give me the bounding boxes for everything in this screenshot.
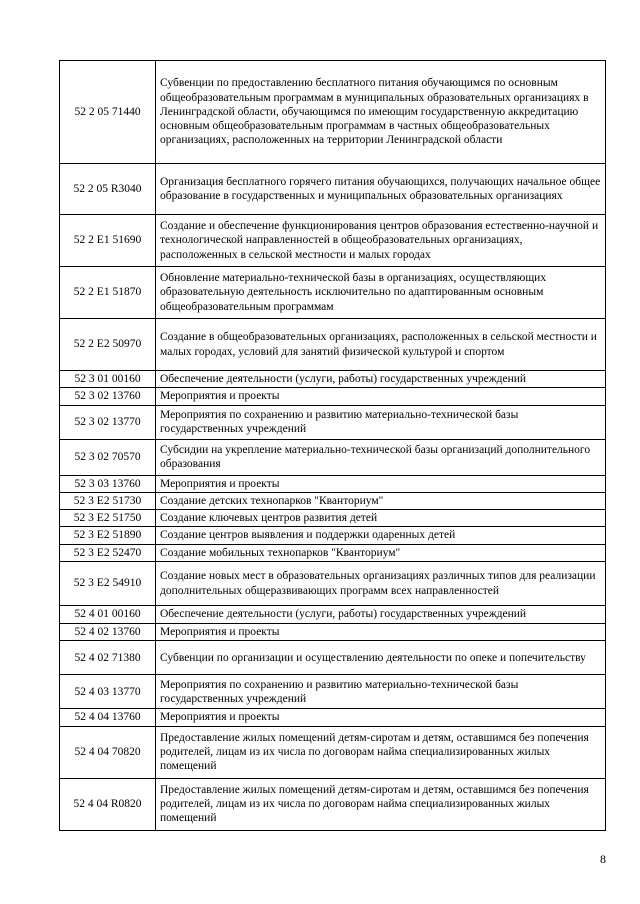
- table-row: [60, 606, 606, 624]
- row-description: Создание детских технопарков "Кванториум": [156, 492, 606, 509]
- table-row: [60, 562, 606, 606]
- row-code: 52 3 03 13760: [60, 475, 156, 492]
- row-code: 52 2 E1 51870: [60, 267, 156, 319]
- table-row: [60, 319, 606, 371]
- row-description: Мероприятия и проекты: [156, 388, 606, 405]
- table-body: [60, 61, 606, 831]
- row-code: 52 4 03 13770: [60, 675, 156, 709]
- row-description: Мероприятия и проекты: [156, 475, 606, 492]
- row-code: 52 3 02 13770: [60, 405, 156, 439]
- row-code: 52 3 E2 52470: [60, 544, 156, 561]
- table-row: [60, 405, 606, 439]
- row-description: Предоставление жилых помещений детям-сиротам и детям, оставшимся без попечения родителей, лицам из их числа по договорам найма специализированных жилых помещений: [156, 726, 606, 778]
- row-description: Создание мобильных технопарков "Кванториум": [156, 544, 606, 561]
- row-code: 52 3 02 70570: [60, 439, 156, 475]
- row-description: Субвенции по организации и осуществлению деятельности по опеке и попечительству: [156, 641, 606, 675]
- row-description: Организация бесплатного горячего питания обучающихся, получающих начальное общее образование в государственных и муниципальных образовательных организациях: [156, 164, 606, 215]
- table-row: [60, 778, 606, 830]
- table-row: [60, 475, 606, 492]
- row-code: 52 4 02 71380: [60, 641, 156, 675]
- row-code: 52 4 01 00160: [60, 606, 156, 624]
- row-description: Обновление материально-технической базы в организациях, осуществляющих образовательную деятельность исключительно по адаптированным основным общеобразовательным программам: [156, 267, 606, 319]
- row-code: 52 4 04 13760: [60, 709, 156, 726]
- row-description: Мероприятия по сохранению и развитию материально-технической базы государственных учреждений: [156, 405, 606, 439]
- table-row: [60, 544, 606, 561]
- row-code: 52 3 E2 51730: [60, 492, 156, 509]
- row-code: 52 3 E2 51890: [60, 527, 156, 544]
- row-description: Обеспечение деятельности (услуги, работы) государственных учреждений: [156, 606, 606, 624]
- row-description: Создание в общеобразовательных организациях, расположенных в сельской местности и малых городах, условий для занятий физической культурой и спортом: [156, 319, 606, 371]
- row-description: Создание центров выявления и поддержки одаренных детей: [156, 527, 606, 544]
- table-row: [60, 267, 606, 319]
- row-description: Создание новых мест в образовательных организациях различных типов для реализации дополнительных общеразвивающих программ всех направленностей: [156, 562, 606, 606]
- row-description: Создание ключевых центров развития детей: [156, 510, 606, 527]
- row-code: 52 2 05 R3040: [60, 164, 156, 215]
- table-row: [60, 61, 606, 164]
- row-code: 52 4 04 R0820: [60, 778, 156, 830]
- table-row: [60, 164, 606, 215]
- page-number: 8: [600, 852, 606, 866]
- row-code: 52 4 02 13760: [60, 624, 156, 641]
- row-description: Мероприятия и проекты: [156, 624, 606, 641]
- table-row: [60, 439, 606, 475]
- table-row: [60, 641, 606, 675]
- row-code: 52 3 E2 54910: [60, 562, 156, 606]
- table-row: [60, 709, 606, 726]
- row-code: 52 2 E2 50970: [60, 319, 156, 371]
- row-code: 52 3 02 13760: [60, 388, 156, 405]
- row-description: Субвенции по предоставлению бесплатного питания обучающимся по основным общеобразовательным программам в муниципальных образовательных организациях в Ленинградской области, обучающимся по имеющим государственную аккредитацию основным общеобразовательным программам в частных общеобразовательных организациях, расположенных на территории Ленинградской области: [156, 61, 606, 164]
- row-description: Создание и обеспечение функционирования центров образования естественно-научной и технологической направленностей в общеобразовательных организациях, расположенных в сельской местности и малых городах: [156, 215, 606, 267]
- row-code: 52 3 E2 51750: [60, 510, 156, 527]
- table-row: [60, 510, 606, 527]
- row-description: Предоставление жилых помещений детям-сиротам и детям, оставшимся без попечения родителей, лицам из их числа по договорам найма специализированных жилых помещений: [156, 778, 606, 830]
- row-description: Мероприятия и проекты: [156, 709, 606, 726]
- row-description: Обеспечение деятельности (услуги, работы) государственных учреждений: [156, 371, 606, 388]
- table-row: [60, 492, 606, 509]
- row-code: 52 3 01 00160: [60, 371, 156, 388]
- table-row: [60, 527, 606, 544]
- budget-classification-table: [59, 60, 606, 831]
- table-row: [60, 388, 606, 405]
- table-row: [60, 215, 606, 267]
- row-description: Субсидии на укрепление материально-технической базы организаций дополнительного образования: [156, 439, 606, 475]
- row-code: 52 2 E1 51690: [60, 215, 156, 267]
- table-row: [60, 675, 606, 709]
- row-code: 52 4 04 70820: [60, 726, 156, 778]
- row-description: Мероприятия по сохранению и развитию материально-технической базы государственных учреждений: [156, 675, 606, 709]
- table-row: [60, 726, 606, 778]
- row-code: 52 2 05 71440: [60, 61, 156, 164]
- table-row: [60, 371, 606, 388]
- table-row: [60, 624, 606, 641]
